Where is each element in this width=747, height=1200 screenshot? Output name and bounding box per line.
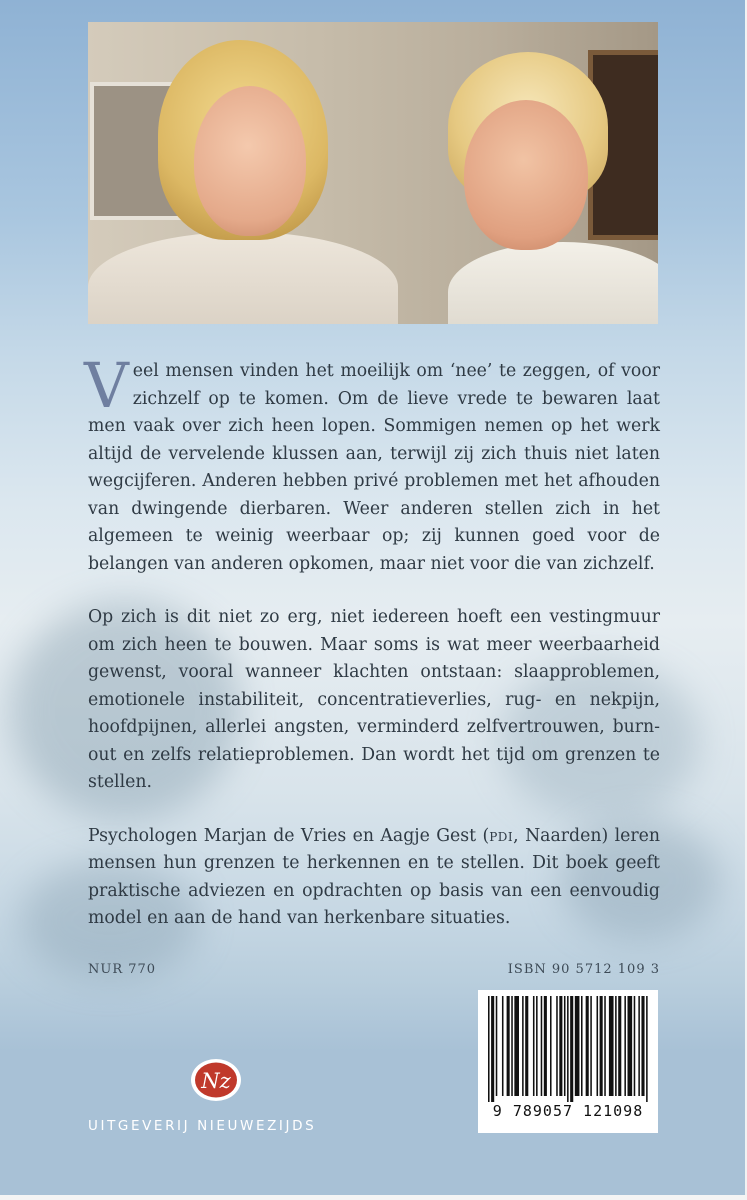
barcode-bar	[496, 996, 498, 1096]
publisher-name: UITGEVERIJ NIEUWEZIJDS	[88, 1118, 317, 1134]
paragraph-1-text: eel mensen vinden het moeilijk om ‘nee’ te zeggen, of voor zichzelf op te komen. Om de lieve vrede te bewaren laat men vaak over zich heen lopen. Sommigen nemen op het werk altijd de vervelende klussen aan, terwijl zij zich thuis niet laten wegcijferen. Anderen hebben privé problemen met het afhouden van dwingende dierbaren. Weer anderen stellen zich in het algemeen te weinig weerbaar op; zij kunnen goed voor de belangen van anderen opkomen, maar niet voor die van zichzelf.	[88, 361, 660, 574]
barcode-bar	[525, 996, 528, 1096]
barcode-bar	[502, 996, 504, 1096]
publisher-logo-icon	[189, 1057, 243, 1103]
barcode-bar	[618, 996, 621, 1096]
authors-photo	[88, 22, 658, 324]
barcode-bar	[511, 996, 513, 1096]
barcode-bar	[597, 996, 599, 1096]
barcode-bar	[488, 996, 490, 1102]
barcode-bar	[590, 996, 592, 1096]
barcode-bar	[556, 996, 558, 1096]
nur-code: NUR 770	[88, 962, 157, 977]
barcode-bar	[624, 996, 626, 1096]
barcode	[478, 990, 658, 1133]
barcode-bar	[638, 996, 640, 1096]
barcode-bar	[564, 996, 566, 1096]
paragraph-3-start: Psychologen Marjan de Vries en Aagje Gest (	[88, 825, 490, 846]
barcode-bar	[514, 996, 519, 1096]
barcode-bar	[634, 996, 636, 1096]
barcode-bar	[507, 996, 510, 1096]
barcode-bar	[641, 996, 644, 1096]
paragraph-3-end: , Naarden) leren mensen hun grenzen te herkennen en te stellen. Dit boek geeft praktische adviezen en opdrachten op basis van een eenvoudig model en aan de hand van herkenbare situaties.	[88, 825, 660, 928]
barcode-bar	[570, 996, 573, 1102]
barcode-bar	[533, 996, 535, 1096]
barcode-bar	[575, 996, 580, 1096]
barcode-bar	[586, 996, 589, 1096]
page-edge	[0, 1195, 747, 1200]
pdi-abbreviation: pdi	[489, 825, 514, 846]
barcode-bars	[486, 996, 650, 1102]
barcode-digits: 9 789057 121098	[492, 1102, 644, 1120]
photo-person-right-face	[464, 100, 588, 250]
barcode-bar	[600, 996, 603, 1096]
blurb-paragraph-2: Op zich is dit niet zo erg, niet iedereen hoeft een vestingmuur om zich heen te bouwen. Maar soms is wat meer weerbaarheid gewenst, vooral wanneer klachten ontstaan: slaapproblemen, emotionele instabiliteit, concentratieverlies, rug- en nekpijn, hoofdpijnen, allerlei angsten, verminderd zelfvertrouwen, burn-out en zelfs relatieproblemen. Dan wordt het tijd om grenzen te stellen.	[88, 607, 660, 792]
isbn-number: ISBN 90 5712 109 3	[507, 962, 660, 977]
barcode-bar	[559, 996, 562, 1096]
barcode-bar	[615, 996, 617, 1096]
photo-person-left-face	[194, 86, 306, 236]
publisher-logo-text: Nz	[201, 1069, 231, 1093]
barcode-bar	[646, 996, 648, 1102]
barcode-bar	[550, 996, 552, 1096]
barcode-bar	[609, 996, 614, 1096]
barcode-bar	[541, 996, 543, 1096]
drop-cap: V	[84, 349, 129, 422]
blurb-text	[84, 349, 660, 959]
barcode-bar	[604, 996, 606, 1096]
barcode-bar	[581, 996, 583, 1096]
barcode-bar	[628, 996, 633, 1096]
barcode-bar	[567, 996, 569, 1102]
barcode-bar	[536, 996, 538, 1096]
blurb-paragraph-3	[88, 823, 660, 933]
barcode-bar	[544, 996, 547, 1096]
blurb-paragraph-1	[84, 349, 660, 578]
barcode-bar	[491, 996, 494, 1102]
barcode-bar	[522, 996, 524, 1096]
